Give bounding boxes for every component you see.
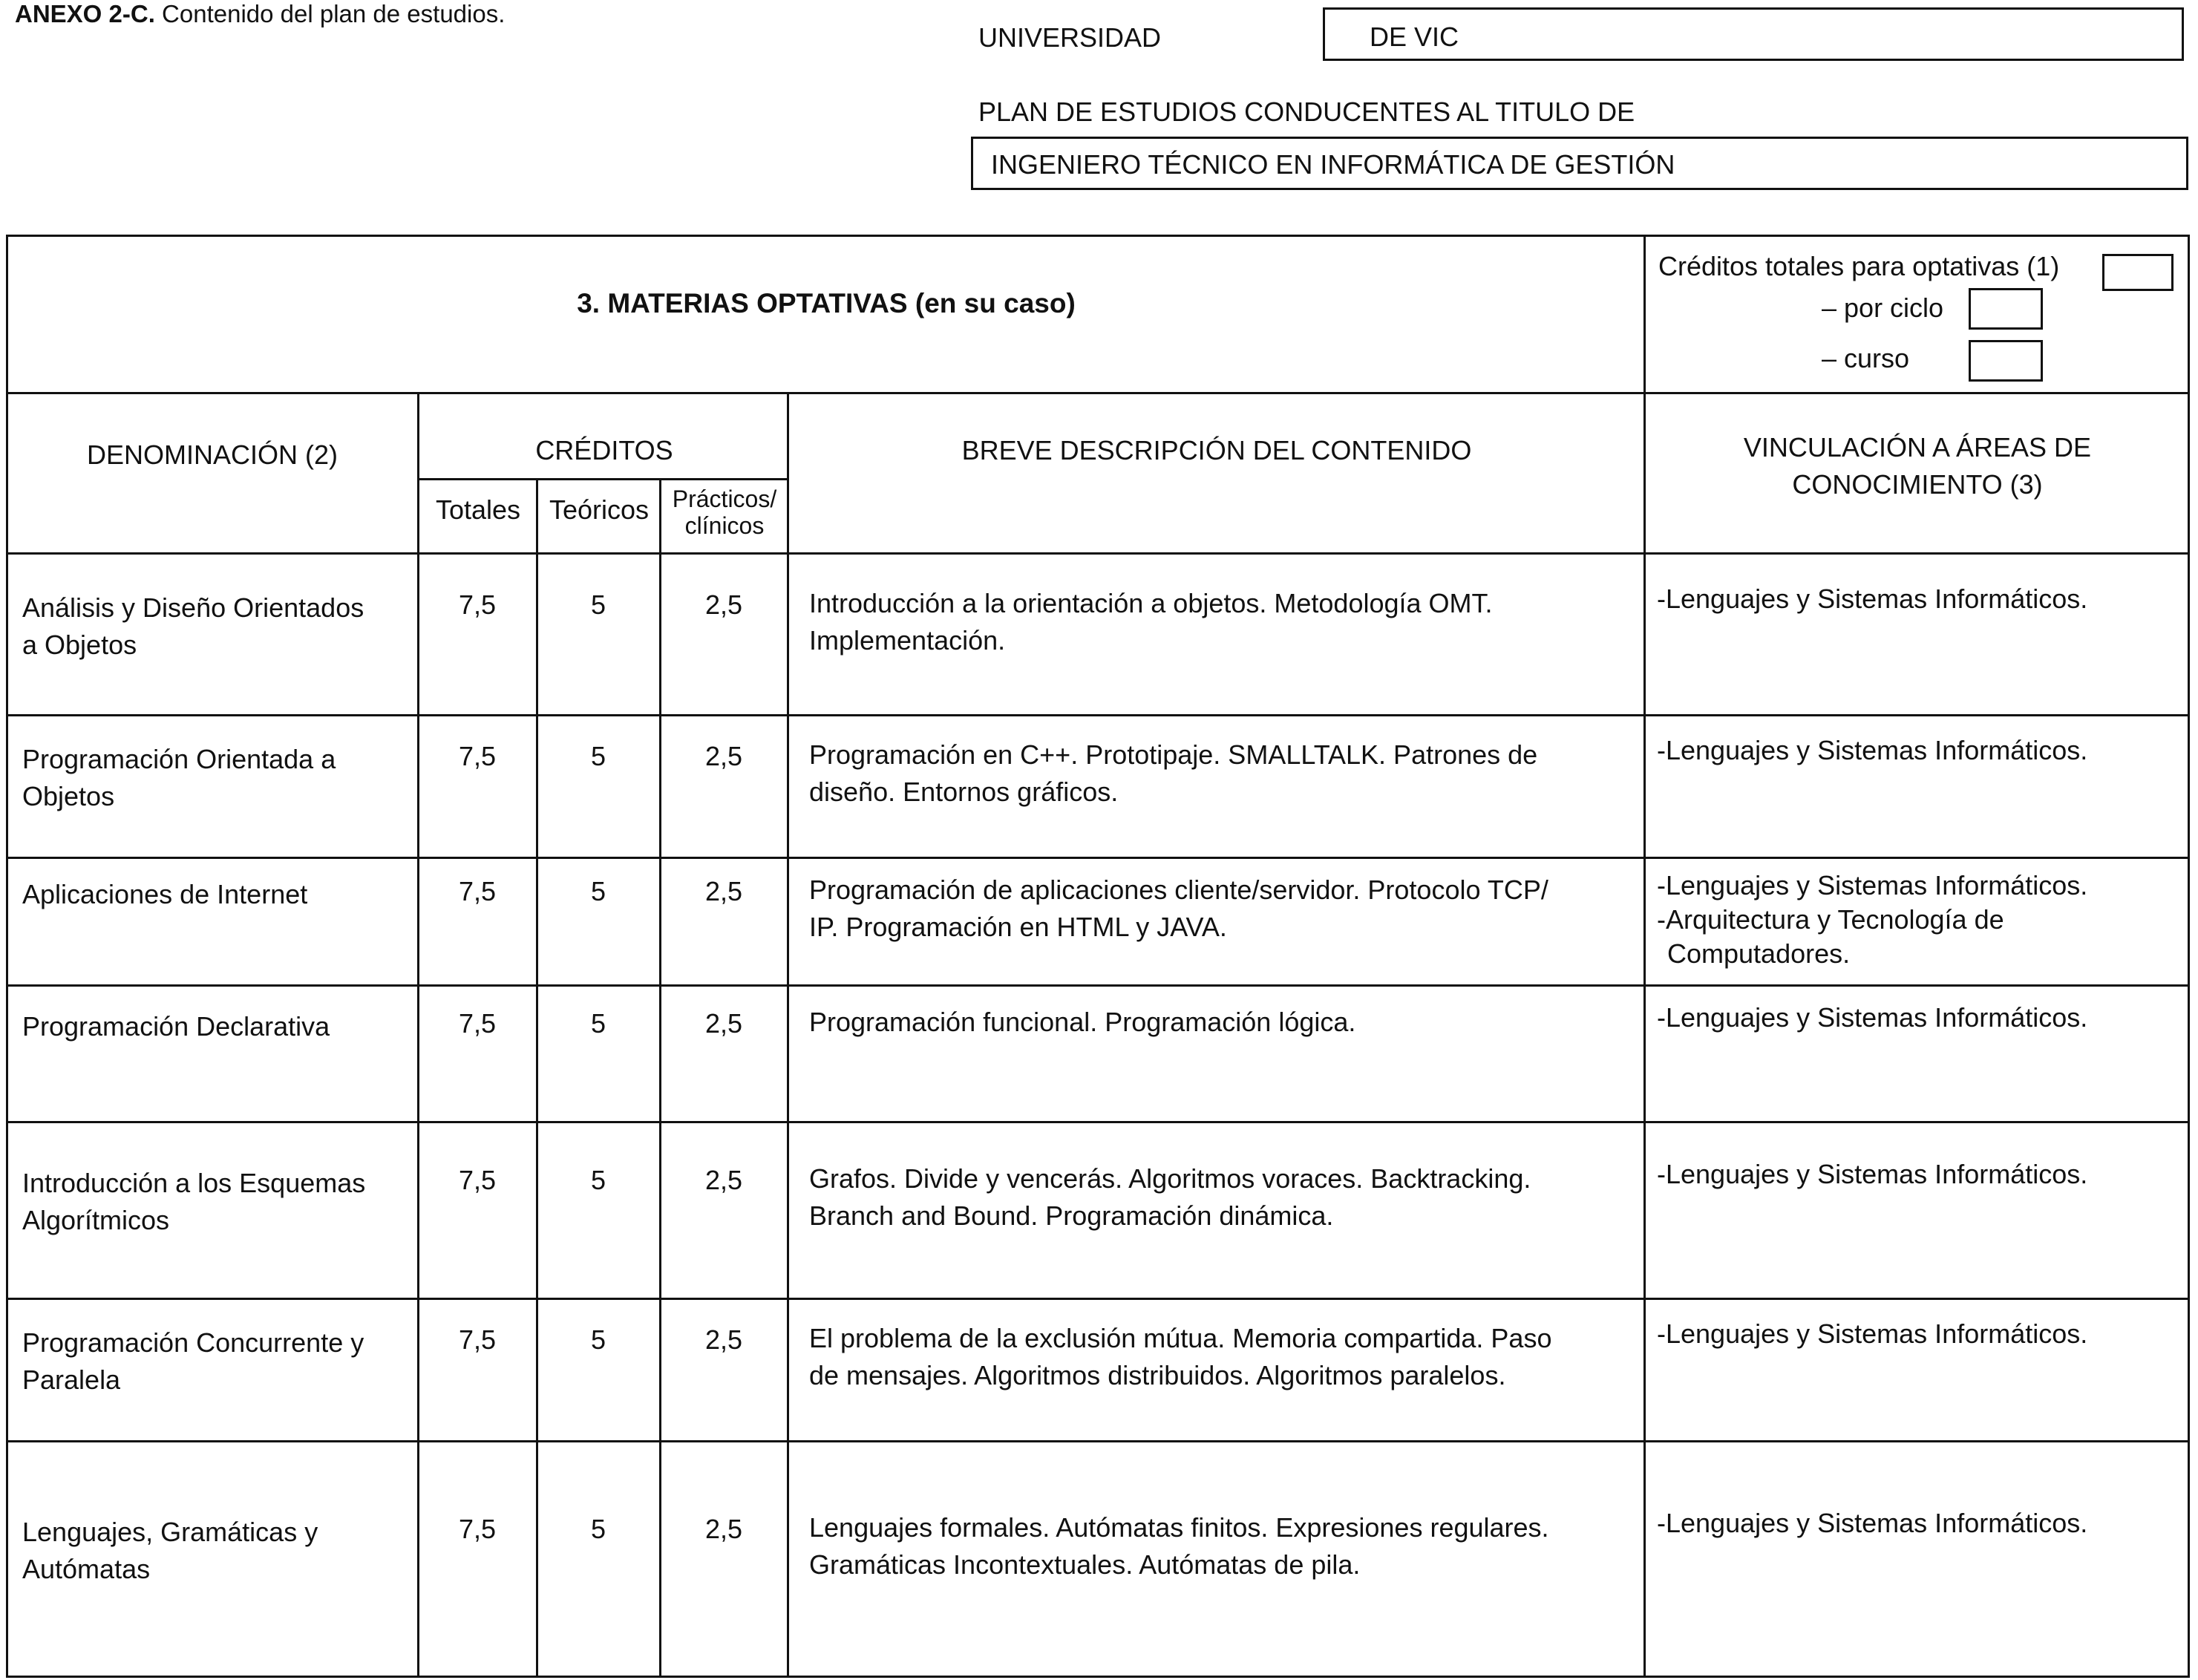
divider-col-3 — [659, 478, 661, 1676]
subject-name — [22, 741, 416, 815]
plan-label: PLAN DE ESTUDIOS CONDUCENTES AL TITULO DE — [978, 97, 1635, 127]
col-practicos-line1: Prácticos/ — [672, 486, 777, 512]
credits-practice: 2,5 — [704, 741, 743, 771]
subject-name-line2: Paralela — [22, 1364, 121, 1395]
col-descripcion: BREVE DESCRIPCIÓN DEL CONTENIDO — [961, 435, 1472, 465]
credits-theory: 5 — [590, 1514, 606, 1544]
col-creditos: CRÉDITOS — [535, 435, 673, 465]
area-line1: -Lenguajes y Sistemas Informáticos. — [1657, 1002, 2088, 1033]
subject-description — [809, 872, 1641, 946]
subject-description — [809, 1509, 1641, 1583]
credits-total-label: Créditos totales para optativas (1) — [1658, 251, 2060, 281]
credits-subheader-divider — [417, 478, 788, 480]
col-totales: Totales — [435, 494, 521, 525]
credits-theory: 5 — [590, 589, 606, 620]
subject-name-line1: Programación Concurrente y — [22, 1327, 364, 1358]
subject-name-line2: Objetos — [22, 781, 115, 811]
credits-practice: 2,5 — [704, 876, 743, 906]
university-label: UNIVERSIDAD — [978, 22, 1162, 53]
credits-theory: 5 — [590, 741, 606, 771]
knowledge-area — [1657, 1001, 2188, 1035]
university-value: DE VIC — [1370, 22, 1459, 52]
table-border-top — [6, 235, 2190, 237]
area-line2: -Arquitectura y Tecnología de — [1657, 904, 2004, 935]
subject-name-line1: Introducción a los Esquemas — [22, 1168, 366, 1198]
description-line2: Gramáticas Incontextuales. Autómatas de pila. — [809, 1549, 1361, 1580]
knowledge-area — [1657, 733, 2188, 768]
subject-name-line1: Lenguajes, Gramáticas y — [22, 1517, 318, 1547]
per-cycle-label: – por ciclo — [1822, 292, 1944, 323]
credits-practice: 2,5 — [704, 589, 743, 620]
subject-name-line2: Algorítmicos — [22, 1205, 170, 1235]
plan-value: INGENIERO TÉCNICO EN INFORMÁTICA DE GESTIÓN — [991, 149, 1675, 180]
area-line1: -Lenguajes y Sistemas Informáticos. — [1657, 584, 2088, 614]
description-line1: Lenguajes formales. Autómatas finitos. Expresiones regulares. — [809, 1512, 1549, 1543]
knowledge-area — [1657, 582, 2188, 616]
credits-practice: 2,5 — [704, 1324, 743, 1355]
knowledge-area — [1657, 1506, 2188, 1540]
credits-practice: 2,5 — [704, 1008, 743, 1039]
subject-description — [809, 585, 1641, 659]
credits-total: 7,5 — [458, 1324, 497, 1355]
description-line2: Implementación. — [809, 625, 1006, 656]
area-line1: -Lenguajes y Sistemas Informáticos. — [1657, 1159, 2088, 1189]
column-header-divider — [6, 552, 2190, 555]
subject-description — [809, 1320, 1641, 1394]
university-field — [1323, 7, 2184, 61]
credits-practice: 2,5 — [704, 1514, 743, 1544]
row-divider — [6, 857, 2190, 859]
credits-theory: 5 — [590, 876, 606, 906]
section-title: 3. MATERIAS OPTATIVAS (en su caso) — [577, 288, 1076, 318]
subject-name-line2: a Objetos — [22, 630, 137, 660]
subject-name-line1: Programación Declarativa — [22, 1011, 330, 1042]
credits-practice: 2,5 — [704, 1165, 743, 1195]
per-cycle-box[interactable] — [1969, 288, 2043, 330]
row-divider — [6, 714, 2190, 716]
area-line3: Computadores. — [1667, 938, 1851, 969]
row-divider — [6, 984, 2190, 987]
subject-name — [22, 589, 416, 664]
subject-name — [22, 1514, 416, 1588]
row-divider — [6, 1440, 2190, 1442]
description-line2: de mensajes. Algoritmos distribuidos. Algoritmos paralelos. — [809, 1360, 1506, 1390]
credits-total: 7,5 — [458, 741, 497, 771]
description-line1: Programación funcional. Programación lógica. — [809, 1007, 1356, 1037]
credits-total: 7,5 — [458, 1514, 497, 1544]
subject-name — [22, 876, 416, 913]
knowledge-area — [1657, 1317, 2188, 1351]
area-line1: -Lenguajes y Sistemas Informáticos. — [1657, 1318, 2088, 1349]
description-line1: Introducción a la orientación a objetos. Metodología OMT. — [809, 588, 1493, 618]
annex-label: ANEXO 2-C. — [15, 0, 155, 27]
description-line1: Programación en C++. Prototipaje. SMALLTALK. Patrones de — [809, 739, 1538, 770]
col-practicos — [661, 486, 788, 539]
area-line1: -Lenguajes y Sistemas Informáticos. — [1657, 870, 2088, 901]
credits-total: 7,5 — [458, 876, 497, 906]
annex-title — [15, 0, 505, 28]
subject-description — [809, 1160, 1641, 1235]
description-line1: Programación de aplicaciones cliente/servidor. Protocolo TCP/ — [809, 875, 1548, 905]
description-line1: El problema de la exclusión mútua. Memoria compartida. Paso — [809, 1323, 1552, 1353]
col-denominacion: DENOMINACIÓN (2) — [86, 439, 338, 470]
credits-theory: 5 — [590, 1324, 606, 1355]
area-line1: -Lenguajes y Sistemas Informáticos. — [1657, 735, 2088, 765]
description-line2: diseño. Entornos gráficos. — [809, 777, 1119, 807]
row-divider — [6, 1298, 2190, 1300]
col-vinculacion — [1645, 429, 2190, 503]
col-vinculacion-line2: CONOCIMIENTO (3) — [1792, 469, 2043, 500]
divider-col-2 — [536, 478, 538, 1676]
description-line2: IP. Programación en HTML y JAVA. — [809, 912, 1227, 942]
divider-col-4 — [787, 392, 789, 1676]
subject-name — [22, 1324, 416, 1399]
subject-name-line1: Programación Orientada a — [22, 744, 336, 774]
col-vinculacion-line1: VINCULACIÓN A ÁREAS DE — [1743, 432, 2092, 463]
subject-name-line1: Aplicaciones de Internet — [22, 879, 308, 909]
subjects-table — [6, 235, 2190, 1678]
subject-description — [809, 1004, 1641, 1041]
credits-total: 7,5 — [458, 589, 497, 620]
section-header-divider — [6, 392, 2190, 394]
knowledge-area — [1657, 1157, 2188, 1192]
area-line1: -Lenguajes y Sistemas Informáticos. — [1657, 1508, 2088, 1538]
subject-name-line2: Autómatas — [22, 1554, 151, 1584]
subject-name — [22, 1165, 416, 1239]
col-practicos-line2: clínicos — [684, 512, 765, 539]
credits-total: 7,5 — [458, 1008, 497, 1039]
subject-description — [809, 736, 1641, 811]
credits-theory: 5 — [590, 1008, 606, 1039]
plan-field — [971, 137, 2188, 190]
knowledge-area — [1657, 869, 2188, 971]
per-course-box[interactable] — [1969, 340, 2043, 382]
divider-col-5 — [1643, 392, 1646, 1676]
table-border-bottom — [6, 1676, 2190, 1678]
per-course-label: – curso — [1822, 343, 1910, 373]
credits-theory: 5 — [590, 1165, 606, 1195]
credits-total-box[interactable] — [2102, 254, 2174, 291]
subject-name-line1: Análisis y Diseño Orientados — [22, 592, 364, 623]
annex-description: Contenido del plan de estudios. — [154, 0, 506, 27]
description-line1: Grafos. Divide y vencerás. Algoritmos voraces. Backtracking. — [809, 1163, 1531, 1194]
row-divider — [6, 1121, 2190, 1123]
credits-total: 7,5 — [458, 1165, 497, 1195]
description-line2: Branch and Bound. Programación dinámica. — [809, 1200, 1334, 1231]
subject-name — [22, 1008, 416, 1045]
col-teoricos: Teóricos — [549, 494, 650, 525]
